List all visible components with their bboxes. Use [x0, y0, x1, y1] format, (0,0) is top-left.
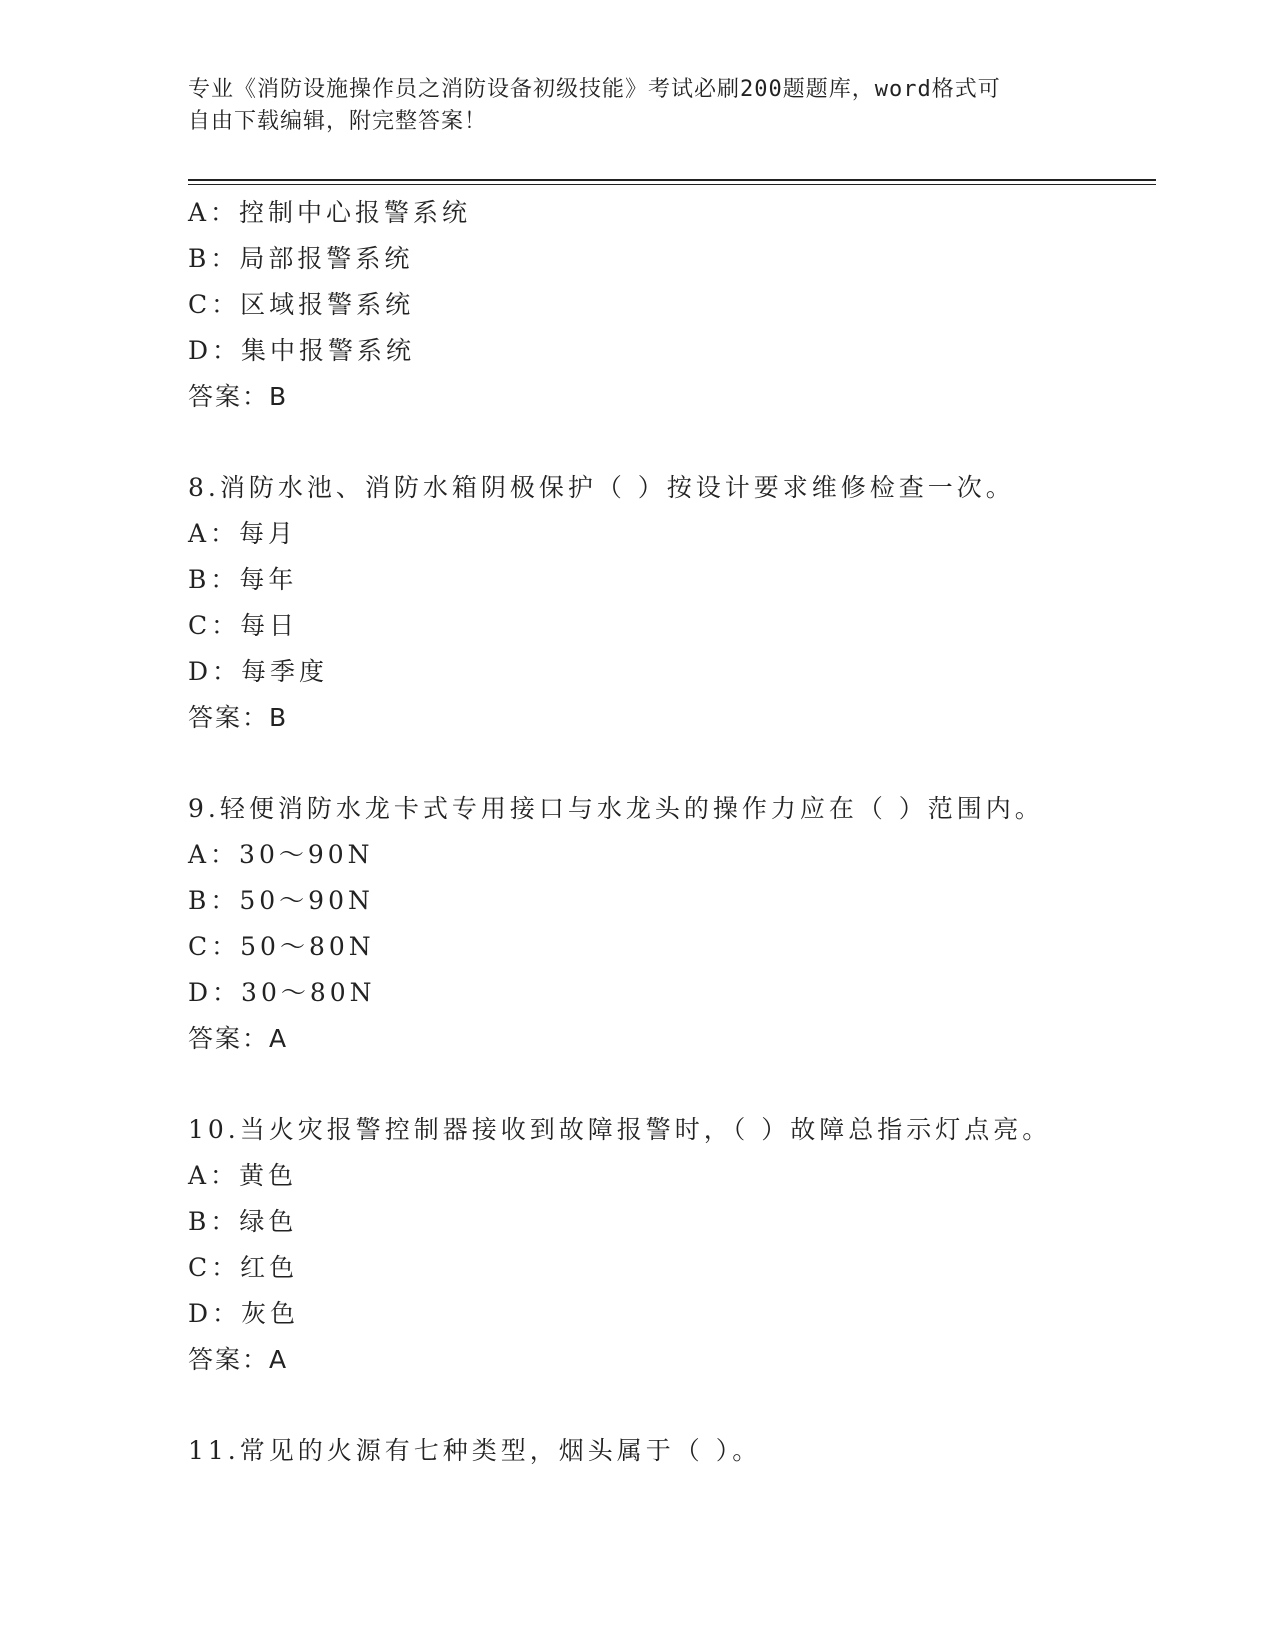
question-text: 8.消防水池、消防水箱阴极保护（ ）按设计要求维修检查一次。 [188, 473, 1015, 502]
option-d: D：每季度 [188, 657, 329, 686]
header-rule-thin [188, 184, 1156, 185]
question-text: 9.轻便消防水龙卡式专用接口与水龙头的操作力应在（ ）范围内。 [188, 794, 1044, 823]
question-text: 11.常见的火源有七种类型，烟头属于（ ）。 [188, 1436, 762, 1465]
question-block [188, 1428, 1148, 1474]
question-list [188, 190, 1148, 1474]
option-c: C：红色 [188, 1253, 299, 1282]
header-line-2: 自由下载编辑，附完整答案！ [188, 109, 488, 134]
option-c: C：50～80N [188, 932, 375, 961]
option-b: B：绿色 [188, 1207, 298, 1236]
answer-line: 答案：A [188, 1345, 289, 1374]
header-rule-thick [188, 179, 1156, 181]
option-c: C：每日 [188, 611, 299, 640]
question-block [188, 190, 1148, 420]
question-block [188, 1107, 1148, 1383]
header-line-1: 专业《消防设施操作员之消防设备初级技能》考试必刷200题题库，word格式可 [188, 77, 1001, 102]
option-b: B：局部报警系统 [188, 244, 414, 273]
question-block [188, 786, 1148, 1062]
option-c: C：区域报警系统 [188, 290, 415, 319]
option-d: D：集中报警系统 [188, 336, 416, 365]
answer-line: 答案：A [188, 1024, 289, 1053]
option-a: A：控制中心报警系统 [188, 198, 472, 227]
option-d: D：灰色 [188, 1299, 300, 1328]
option-a: A：黄色 [188, 1161, 298, 1190]
option-b: B：50～90N [188, 886, 374, 915]
answer-line: 答案：B [188, 382, 289, 411]
option-a: A：30～90N [188, 840, 374, 869]
answer-line: 答案：B [188, 703, 289, 732]
option-a: A：每月 [188, 519, 298, 548]
option-d: D：30～80N [188, 978, 376, 1007]
document-header [188, 74, 1088, 138]
question-text: 10.当火灾报警控制器接收到故障报警时，（ ）故障总指示灯点亮。 [188, 1115, 1052, 1144]
option-b: B：每年 [188, 565, 298, 594]
question-block [188, 465, 1148, 741]
